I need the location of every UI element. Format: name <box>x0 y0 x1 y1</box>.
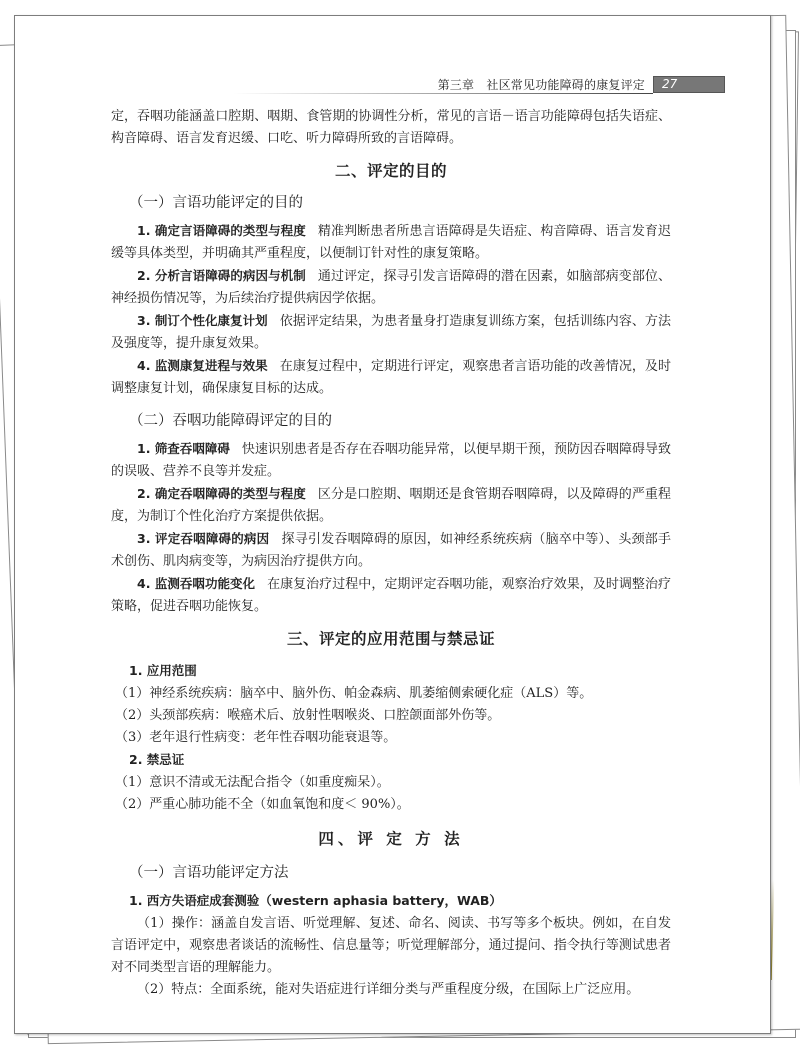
document-page <box>14 15 771 1034</box>
method-paragraph: （1）操作：涵盖自发言语、听觉理解、复述、命名、阅读、书写等多个板块。例如，在自发言语评定中，观察患者谈话的流畅性、信息量等；听觉理解部分，通过提问、指令执行等测试患者对不同类型言语的理解能力。 <box>111 916 671 975</box>
label-text: 2. 禁忌证 <box>129 752 185 767</box>
list-item <box>111 528 671 573</box>
list-item <box>111 483 671 528</box>
label-text: 1. 西方失语症成套测验（western aphasia battery，WAB） <box>129 893 502 908</box>
running-head <box>438 76 725 93</box>
item-text: 精准判断患者所患言语障碍是失语症、构音障碍、语言发育迟缓等具体类型，并明确其严重程度，以便制订针对性的康复策略。 <box>111 224 671 261</box>
item-text: 探寻引发吞咽障碍的原因，如神经系统疾病（脑卒中等）、头颈部手术创伤、肌肉病变等，为病因治疗提供方向。 <box>111 532 671 569</box>
method-label <box>129 890 671 913</box>
chapter-title: 第三章 社区常见功能障碍的康复评定 <box>437 78 645 92</box>
item-lead: 3. 评定吞咽障碍的病因 <box>137 531 270 546</box>
item-text: 区分是口腔期、咽期还是食管期吞咽障碍，以及障碍的严重程度，为制订个性化治疗方案提供依据。 <box>111 487 671 524</box>
item-text: 在康复过程中，定期进行评定，观察患者言语功能的改善情况，及时调整康复计划，确保康复目标的达成。 <box>111 359 671 396</box>
list-item <box>111 438 671 483</box>
subsection-heading: （二）吞咽功能障碍评定的目的 <box>129 413 332 429</box>
item-lead: 4. 监测吞咽功能变化 <box>137 576 256 591</box>
item-text: 快速识别患者是否存在吞咽功能异常，以便早期干预，预防因吞咽障碍导致的误吸、营养不良等并发症。 <box>111 442 671 479</box>
subsection-heading: （一）言语功能评定方法 <box>129 865 289 881</box>
list-item <box>111 355 671 400</box>
list-item: （1）意识不清或无法配合指令（如重度痴呆）。 <box>115 775 390 790</box>
header-rule <box>233 93 653 94</box>
list-item: （2）严重心肺功能不全（如血氧饱和度＜ 90%）。 <box>115 797 410 812</box>
item-lead: 1. 筛查吞咽障碍 <box>137 441 230 456</box>
item-lead: 2. 确定吞咽障碍的类型与程度 <box>137 486 306 501</box>
list-item: （1）神经系统疾病：脑卒中、脑外伤、帕金森病、肌萎缩侧索硬化症（ALS）等。 <box>115 686 593 701</box>
list-item <box>111 573 671 618</box>
section-heading: 三、评定的应用范围与禁忌证 <box>286 629 495 648</box>
list-item: （2）头颈部疾病：喉癌术后、放射性咽喉炎、口腔颌面部外伤等。 <box>115 708 501 723</box>
page-number: 27 <box>653 76 725 93</box>
method-paragraph: （2）特点：全面系统，能对失语症进行详细分类与严重程度分级，在国际上广泛应用。 <box>137 982 640 997</box>
page-content <box>111 106 671 1001</box>
item-lead: 1. 确定言语障碍的类型与程度 <box>137 223 306 238</box>
item-text: 依据评定结果，为患者量身打造康复训练方案，包括训练内容、方法及强度等，提升康复效果。 <box>111 314 671 351</box>
list-item: （3）老年退行性病变：老年性吞咽功能衰退等。 <box>115 730 397 745</box>
list-item <box>111 265 671 310</box>
label-text: 1. 应用范围 <box>129 663 197 678</box>
subsection-heading: （一）言语功能评定的目的 <box>129 195 303 211</box>
list-item <box>111 310 671 355</box>
section-heading: 四、评 定 方 法 <box>318 829 464 848</box>
item-lead: 3. 制订个性化康复计划 <box>137 313 268 328</box>
item-lead: 4. 监测康复进程与效果 <box>137 358 268 373</box>
scope-label <box>129 660 671 683</box>
list-item <box>111 220 671 265</box>
section-heading: 二、评定的目的 <box>334 161 447 180</box>
item-text: 在康复治疗过程中，定期评定吞咽功能，观察治疗效果，及时调整治疗策略，促进吞咽功能恢复。 <box>111 577 671 614</box>
item-text: 通过评定，探寻引发言语障碍的潜在因素，如脑部病变部位、神经损伤情况等，为后续治疗提供病因学依据。 <box>111 269 671 306</box>
intro-paragraph: 定，吞咽功能涵盖口腔期、咽期、食管期的协调性分析，常见的言语－语言功能障碍包括失语症、构音障碍、语言发育迟缓、口吃、听力障碍所致的言语障碍。 <box>111 109 671 146</box>
item-lead: 2. 分析言语障碍的病因与机制 <box>137 268 306 283</box>
contraindication-label <box>129 749 671 772</box>
